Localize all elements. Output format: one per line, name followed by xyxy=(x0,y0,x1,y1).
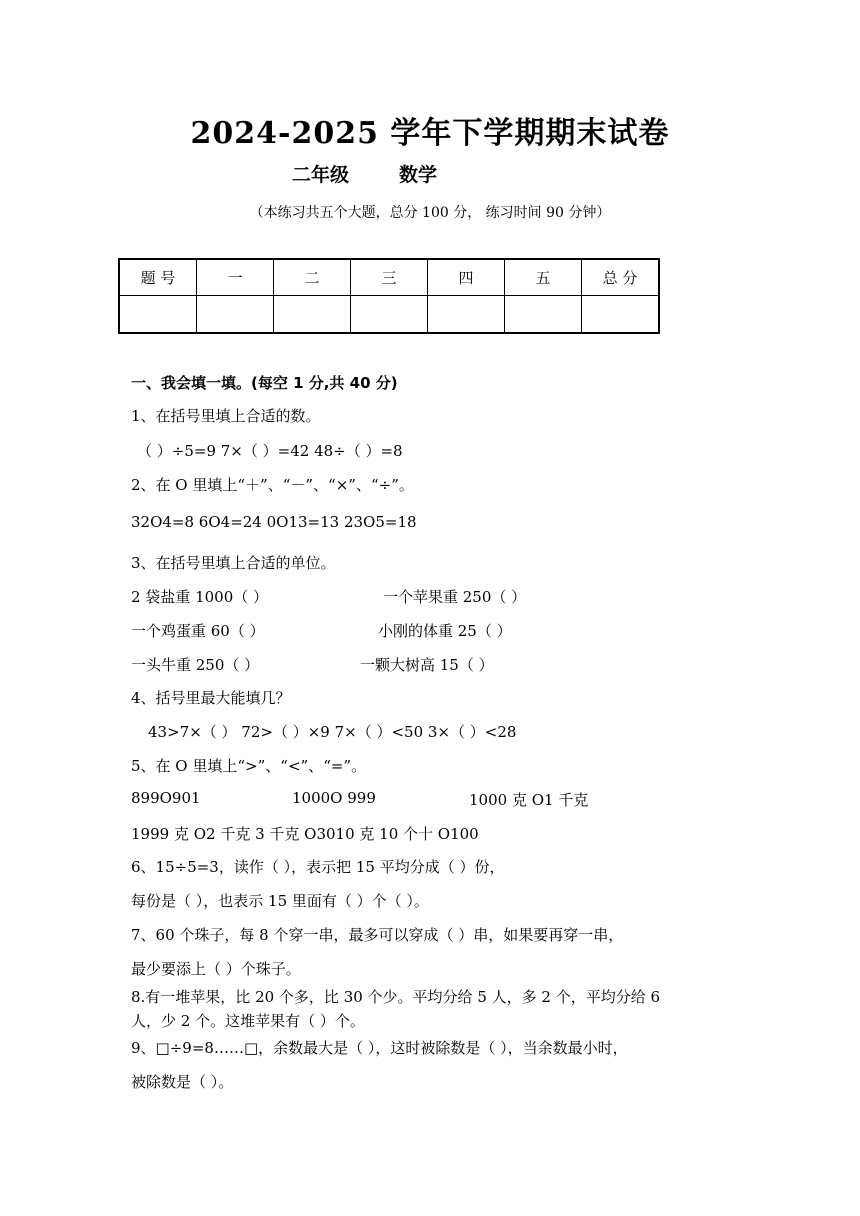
q5-prompt: 5、在 O 里填上“>”、“<”、“=”。 xyxy=(131,757,367,775)
score-header-cell: 四 xyxy=(428,259,505,296)
score-header-cell: 一 xyxy=(197,259,274,296)
score-blank-cell[interactable] xyxy=(505,296,582,334)
subject-label: 数学 xyxy=(399,164,438,186)
q7-line: 最少要添上（ ）个珠子。 xyxy=(131,960,301,978)
q3-item: 一颗大树高 15（ ） xyxy=(360,656,494,674)
section-1-title: 一、我会填一填。(每空 1 分,共 40 分) xyxy=(131,374,398,392)
q3-prompt: 3、在括号里填上合适的单位。 xyxy=(131,554,336,572)
score-table xyxy=(118,258,660,334)
score-blank-cell[interactable] xyxy=(119,296,197,334)
score-blank-cell[interactable] xyxy=(351,296,428,334)
score-header-cell: 三 xyxy=(351,259,428,296)
q4-prompt: 4、括号里最大能填几？ xyxy=(131,689,291,707)
q4-items: 43>7×（ ） 72>（ ）×9 7×（ ）<50 3×（ ）<28 xyxy=(148,723,517,741)
q2-items: 32O4=8 6O4=24 0O13=13 23O5=18 xyxy=(131,513,417,531)
score-blank-cell[interactable] xyxy=(428,296,505,334)
exam-subtitle xyxy=(292,160,437,187)
score-header-cell: 五 xyxy=(505,259,582,296)
q5-item: 1000O 999 xyxy=(292,789,376,807)
q9-line: 9、□÷9=8……□，余数最大是（ ），这时被除数是（ ），当余数最小时， xyxy=(131,1039,628,1057)
q8-line: 人，少 2 个。这堆苹果有（ ）个。 xyxy=(131,1012,365,1030)
exam-title: 2024-2025 学年下学期期末试卷 xyxy=(190,116,670,151)
q3-item: 一个苹果重 250（ ） xyxy=(383,588,527,606)
q5-items: 1999 克 O2 千克 3 千克 O3010 克 10 个十 O100 xyxy=(131,825,479,843)
q1-prompt: 1、在括号里填上合适的数。 xyxy=(131,407,321,425)
q9-line: 被除数是（ ）。 xyxy=(131,1073,234,1091)
score-blank-cell[interactable] xyxy=(197,296,274,334)
q5-item: 899O901 xyxy=(131,789,201,807)
q5-item: 1000 克 O1 千克 xyxy=(469,791,589,809)
exam-note: （本练习共五个大题，总分 100 分， 练习时间 90 分钟） xyxy=(249,205,611,221)
q7-line: 7、60 个珠子，每 8 个穿一串，最多可以穿成（ ）串，如果要再穿一串， xyxy=(131,926,624,944)
q3-item: 一头牛重 250（ ） xyxy=(131,656,260,674)
score-table-header-row xyxy=(119,259,659,296)
score-blank-cell[interactable] xyxy=(582,296,660,334)
score-header-cell: 题 号 xyxy=(119,259,197,296)
grade-label: 二年级 xyxy=(292,164,350,186)
score-header-cell: 二 xyxy=(274,259,351,296)
q3-item: 一个鸡蛋重 60（ ） xyxy=(131,622,265,640)
q2-prompt: 2、在 O 里填上“＋”、“－”、“×”、“÷”。 xyxy=(131,476,414,494)
score-table-blank-row xyxy=(119,296,659,334)
score-header-cell: 总 分 xyxy=(582,259,660,296)
q6-line: 每份是（ ），也表示 15 里面有（ ）个（ ）。 xyxy=(131,892,429,910)
q1-items: （ ）÷5=9 7×（ ）=42 48÷（ ）=8 xyxy=(137,442,403,460)
q3-item: 2 袋盐重 1000（ ） xyxy=(131,588,269,606)
q3-item: 小刚的体重 25（ ） xyxy=(378,622,512,640)
score-blank-cell[interactable] xyxy=(274,296,351,334)
q6-line: 6、15÷5=3，读作（ ），表示把 15 平均分成（ ）份， xyxy=(131,858,505,876)
q8-line: 8.有一堆苹果，比 20 个多，比 30 个少。平均分给 5 人，多 2 个，平均分给 6 xyxy=(131,988,661,1006)
